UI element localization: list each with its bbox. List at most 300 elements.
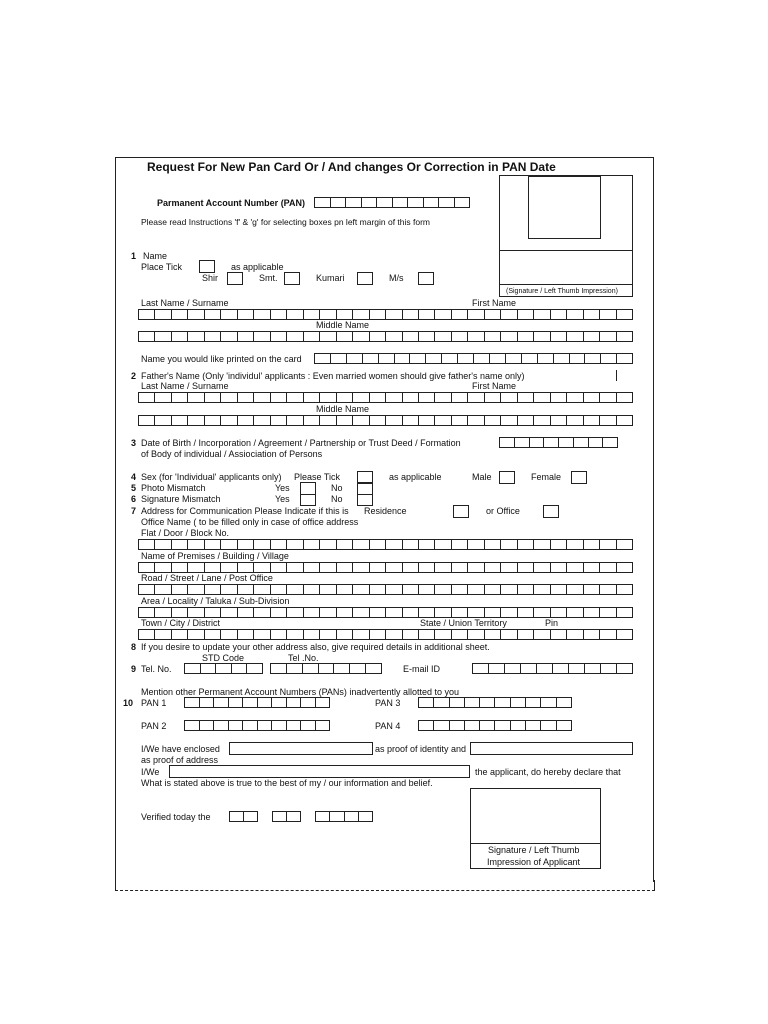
char-box[interactable] bbox=[369, 539, 385, 550]
char-box[interactable] bbox=[418, 629, 434, 640]
char-box[interactable] bbox=[187, 309, 203, 320]
char-box[interactable] bbox=[451, 629, 467, 640]
char-box[interactable] bbox=[537, 353, 553, 364]
char-box[interactable] bbox=[494, 720, 509, 731]
char-box[interactable] bbox=[319, 607, 335, 618]
photo-box[interactable] bbox=[528, 176, 601, 239]
char-box[interactable] bbox=[402, 584, 418, 595]
char-box[interactable] bbox=[599, 309, 615, 320]
char-box[interactable] bbox=[616, 584, 633, 595]
char-box[interactable] bbox=[231, 663, 247, 674]
char-box[interactable] bbox=[616, 415, 633, 426]
char-box[interactable] bbox=[484, 584, 500, 595]
char-box[interactable] bbox=[369, 629, 385, 640]
name-row-2[interactable] bbox=[138, 331, 633, 342]
char-box[interactable] bbox=[286, 392, 302, 403]
char-box[interactable] bbox=[204, 331, 220, 342]
char-box[interactable] bbox=[187, 331, 203, 342]
std-code-input[interactable] bbox=[184, 663, 263, 674]
char-box[interactable] bbox=[385, 539, 401, 550]
char-box[interactable] bbox=[533, 415, 549, 426]
pan4-input[interactable] bbox=[418, 720, 572, 731]
char-box[interactable] bbox=[333, 663, 349, 674]
char-box[interactable] bbox=[138, 629, 154, 640]
char-box[interactable] bbox=[346, 353, 362, 364]
char-box[interactable] bbox=[199, 697, 214, 708]
char-box[interactable] bbox=[315, 811, 329, 822]
char-box[interactable] bbox=[204, 415, 220, 426]
char-box[interactable] bbox=[378, 353, 394, 364]
char-box[interactable] bbox=[599, 584, 615, 595]
char-box[interactable] bbox=[314, 353, 330, 364]
smt-checkbox[interactable] bbox=[284, 272, 300, 285]
char-box[interactable] bbox=[467, 392, 483, 403]
char-box[interactable] bbox=[479, 720, 494, 731]
char-box[interactable] bbox=[556, 720, 572, 731]
char-box[interactable] bbox=[228, 720, 243, 731]
char-box[interactable] bbox=[533, 539, 549, 550]
char-box[interactable] bbox=[566, 629, 582, 640]
pan1-input[interactable] bbox=[184, 697, 330, 708]
char-box[interactable] bbox=[418, 309, 434, 320]
char-box[interactable] bbox=[517, 607, 533, 618]
char-box[interactable] bbox=[550, 607, 566, 618]
char-box[interactable] bbox=[434, 539, 450, 550]
char-box[interactable] bbox=[533, 309, 549, 320]
char-box[interactable] bbox=[286, 607, 302, 618]
char-box[interactable] bbox=[616, 309, 633, 320]
char-box[interactable] bbox=[303, 415, 319, 426]
char-box[interactable] bbox=[303, 309, 319, 320]
char-box[interactable] bbox=[270, 309, 286, 320]
char-box[interactable] bbox=[286, 331, 302, 342]
char-box[interactable] bbox=[543, 437, 558, 448]
char-box[interactable] bbox=[433, 697, 448, 708]
char-box[interactable] bbox=[434, 415, 450, 426]
char-box[interactable] bbox=[517, 415, 533, 426]
char-box[interactable] bbox=[253, 415, 269, 426]
char-box[interactable] bbox=[583, 309, 599, 320]
char-box[interactable] bbox=[204, 584, 220, 595]
char-box[interactable] bbox=[454, 197, 471, 208]
char-box[interactable] bbox=[566, 584, 582, 595]
char-box[interactable] bbox=[402, 539, 418, 550]
char-box[interactable] bbox=[272, 811, 286, 822]
char-box[interactable] bbox=[467, 629, 483, 640]
char-box[interactable] bbox=[329, 811, 343, 822]
char-box[interactable] bbox=[441, 353, 457, 364]
char-box[interactable] bbox=[616, 331, 633, 342]
char-box[interactable] bbox=[616, 562, 633, 573]
char-box[interactable] bbox=[500, 607, 516, 618]
char-box[interactable] bbox=[286, 629, 302, 640]
char-box[interactable] bbox=[204, 392, 220, 403]
char-box[interactable] bbox=[566, 562, 582, 573]
char-box[interactable] bbox=[583, 392, 599, 403]
char-box[interactable] bbox=[187, 607, 203, 618]
char-box[interactable] bbox=[286, 811, 301, 822]
char-box[interactable] bbox=[418, 539, 434, 550]
shri-checkbox[interactable] bbox=[227, 272, 243, 285]
char-box[interactable] bbox=[392, 197, 408, 208]
char-box[interactable] bbox=[220, 331, 236, 342]
char-box[interactable] bbox=[484, 539, 500, 550]
char-box[interactable] bbox=[171, 539, 187, 550]
road-input[interactable] bbox=[138, 584, 633, 595]
char-box[interactable] bbox=[369, 392, 385, 403]
char-box[interactable] bbox=[418, 584, 434, 595]
char-box[interactable] bbox=[336, 415, 352, 426]
char-box[interactable] bbox=[270, 607, 286, 618]
char-box[interactable] bbox=[303, 584, 319, 595]
char-box[interactable] bbox=[336, 629, 352, 640]
dob-input[interactable] bbox=[499, 437, 618, 448]
char-box[interactable] bbox=[402, 392, 418, 403]
char-box[interactable] bbox=[425, 353, 441, 364]
char-box[interactable] bbox=[500, 331, 516, 342]
char-box[interactable] bbox=[154, 562, 170, 573]
char-box[interactable] bbox=[566, 392, 582, 403]
char-box[interactable] bbox=[529, 437, 544, 448]
char-box[interactable] bbox=[402, 607, 418, 618]
char-box[interactable] bbox=[517, 584, 533, 595]
char-box[interactable] bbox=[418, 697, 433, 708]
char-box[interactable] bbox=[484, 392, 500, 403]
char-box[interactable] bbox=[184, 720, 199, 731]
char-box[interactable] bbox=[237, 392, 253, 403]
char-box[interactable] bbox=[365, 663, 382, 674]
char-box[interactable] bbox=[187, 415, 203, 426]
female-checkbox[interactable] bbox=[571, 471, 587, 484]
signature-yes-checkbox[interactable] bbox=[300, 494, 316, 506]
char-box[interactable] bbox=[457, 353, 473, 364]
char-box[interactable] bbox=[385, 562, 401, 573]
premises-input[interactable] bbox=[138, 562, 633, 573]
char-box[interactable] bbox=[286, 562, 302, 573]
residence-checkbox[interactable] bbox=[453, 505, 469, 518]
char-box[interactable] bbox=[286, 539, 302, 550]
char-box[interactable] bbox=[154, 309, 170, 320]
char-box[interactable] bbox=[510, 720, 525, 731]
char-box[interactable] bbox=[599, 415, 615, 426]
char-box[interactable] bbox=[314, 197, 330, 208]
father-row-2[interactable] bbox=[138, 415, 633, 426]
char-box[interactable] bbox=[319, 539, 335, 550]
char-box[interactable] bbox=[464, 720, 479, 731]
char-box[interactable] bbox=[451, 562, 467, 573]
pan2-input[interactable] bbox=[184, 720, 330, 731]
char-box[interactable] bbox=[517, 562, 533, 573]
char-box[interactable] bbox=[525, 720, 540, 731]
char-box[interactable] bbox=[376, 197, 392, 208]
char-box[interactable] bbox=[336, 607, 352, 618]
char-box[interactable] bbox=[336, 309, 352, 320]
male-checkbox[interactable] bbox=[499, 471, 515, 484]
char-box[interactable] bbox=[536, 663, 552, 674]
tick-box[interactable] bbox=[199, 260, 215, 273]
char-box[interactable] bbox=[566, 331, 582, 342]
char-box[interactable] bbox=[257, 697, 272, 708]
char-box[interactable] bbox=[418, 607, 434, 618]
char-box[interactable] bbox=[584, 663, 600, 674]
char-box[interactable] bbox=[385, 309, 401, 320]
char-box[interactable] bbox=[270, 331, 286, 342]
char-box[interactable] bbox=[204, 562, 220, 573]
char-box[interactable] bbox=[599, 392, 615, 403]
char-box[interactable] bbox=[138, 584, 154, 595]
char-box[interactable] bbox=[171, 309, 187, 320]
kumari-checkbox[interactable] bbox=[357, 272, 373, 285]
char-box[interactable] bbox=[319, 331, 335, 342]
signature-no-checkbox[interactable] bbox=[357, 494, 373, 506]
char-box[interactable] bbox=[352, 584, 368, 595]
char-box[interactable] bbox=[270, 392, 286, 403]
char-box[interactable] bbox=[352, 331, 368, 342]
char-box[interactable] bbox=[514, 437, 529, 448]
char-box[interactable] bbox=[187, 629, 203, 640]
ms-checkbox[interactable] bbox=[418, 272, 434, 285]
char-box[interactable] bbox=[352, 415, 368, 426]
char-box[interactable] bbox=[449, 697, 464, 708]
char-box[interactable] bbox=[467, 607, 483, 618]
char-box[interactable] bbox=[220, 562, 236, 573]
char-box[interactable] bbox=[199, 720, 214, 731]
pan3-input[interactable] bbox=[418, 697, 572, 708]
char-box[interactable] bbox=[253, 309, 269, 320]
char-box[interactable] bbox=[467, 331, 483, 342]
char-box[interactable] bbox=[253, 562, 269, 573]
char-box[interactable] bbox=[315, 720, 331, 731]
char-box[interactable] bbox=[434, 629, 450, 640]
char-box[interactable] bbox=[438, 197, 454, 208]
char-box[interactable] bbox=[472, 663, 488, 674]
char-box[interactable] bbox=[138, 562, 154, 573]
char-box[interactable] bbox=[242, 697, 257, 708]
char-box[interactable] bbox=[583, 607, 599, 618]
char-box[interactable] bbox=[533, 562, 549, 573]
char-box[interactable] bbox=[270, 584, 286, 595]
char-box[interactable] bbox=[464, 697, 479, 708]
char-box[interactable] bbox=[552, 663, 568, 674]
char-box[interactable] bbox=[451, 539, 467, 550]
char-box[interactable] bbox=[237, 629, 253, 640]
char-box[interactable] bbox=[583, 584, 599, 595]
char-box[interactable] bbox=[319, 584, 335, 595]
char-box[interactable] bbox=[171, 331, 187, 342]
char-box[interactable] bbox=[402, 629, 418, 640]
char-box[interactable] bbox=[154, 584, 170, 595]
char-box[interactable] bbox=[505, 353, 521, 364]
char-box[interactable] bbox=[385, 331, 401, 342]
char-box[interactable] bbox=[504, 663, 520, 674]
char-box[interactable] bbox=[434, 584, 450, 595]
char-box[interactable] bbox=[228, 697, 243, 708]
char-box[interactable] bbox=[286, 309, 302, 320]
char-box[interactable] bbox=[540, 697, 555, 708]
char-box[interactable] bbox=[303, 392, 319, 403]
char-box[interactable] bbox=[385, 629, 401, 640]
char-box[interactable] bbox=[369, 309, 385, 320]
char-box[interactable] bbox=[246, 663, 263, 674]
char-box[interactable] bbox=[300, 697, 315, 708]
char-box[interactable] bbox=[473, 353, 489, 364]
char-box[interactable] bbox=[237, 607, 253, 618]
char-box[interactable] bbox=[369, 584, 385, 595]
char-box[interactable] bbox=[467, 539, 483, 550]
char-box[interactable] bbox=[600, 353, 616, 364]
name-row-1[interactable] bbox=[138, 309, 633, 320]
char-box[interactable] bbox=[550, 629, 566, 640]
address-proof-input[interactable] bbox=[470, 742, 633, 755]
area-input[interactable] bbox=[138, 607, 633, 618]
char-box[interactable] bbox=[352, 539, 368, 550]
char-box[interactable] bbox=[599, 331, 615, 342]
char-box[interactable] bbox=[418, 720, 433, 731]
char-box[interactable] bbox=[138, 309, 154, 320]
town-input[interactable] bbox=[138, 629, 633, 640]
char-box[interactable] bbox=[484, 331, 500, 342]
char-box[interactable] bbox=[402, 415, 418, 426]
char-box[interactable] bbox=[138, 539, 154, 550]
char-box[interactable] bbox=[550, 539, 566, 550]
char-box[interactable] bbox=[517, 309, 533, 320]
char-box[interactable] bbox=[253, 539, 269, 550]
char-box[interactable] bbox=[566, 607, 582, 618]
char-box[interactable] bbox=[402, 309, 418, 320]
char-box[interactable] bbox=[315, 697, 331, 708]
char-box[interactable] bbox=[270, 629, 286, 640]
char-box[interactable] bbox=[286, 584, 302, 595]
char-box[interactable] bbox=[434, 331, 450, 342]
char-box[interactable] bbox=[237, 539, 253, 550]
char-box[interactable] bbox=[319, 392, 335, 403]
char-box[interactable] bbox=[533, 584, 549, 595]
char-box[interactable] bbox=[569, 353, 585, 364]
char-box[interactable] bbox=[229, 811, 243, 822]
char-box[interactable] bbox=[253, 584, 269, 595]
char-box[interactable] bbox=[566, 415, 582, 426]
char-box[interactable] bbox=[600, 663, 616, 674]
char-box[interactable] bbox=[484, 309, 500, 320]
char-box[interactable] bbox=[500, 629, 516, 640]
char-box[interactable] bbox=[303, 629, 319, 640]
char-box[interactable] bbox=[500, 392, 516, 403]
char-box[interactable] bbox=[402, 331, 418, 342]
char-box[interactable] bbox=[433, 720, 448, 731]
applicant-name-input[interactable] bbox=[169, 765, 470, 778]
char-box[interactable] bbox=[521, 353, 537, 364]
char-box[interactable] bbox=[616, 607, 633, 618]
char-box[interactable] bbox=[336, 539, 352, 550]
char-box[interactable] bbox=[303, 331, 319, 342]
pan-input[interactable] bbox=[314, 197, 470, 208]
char-box[interactable] bbox=[220, 539, 236, 550]
char-box[interactable] bbox=[270, 539, 286, 550]
char-box[interactable] bbox=[479, 697, 494, 708]
char-box[interactable] bbox=[138, 392, 154, 403]
char-box[interactable] bbox=[434, 392, 450, 403]
char-box[interactable] bbox=[369, 562, 385, 573]
char-box[interactable] bbox=[215, 663, 231, 674]
verified-month-input[interactable] bbox=[272, 811, 301, 822]
identity-proof-input[interactable] bbox=[229, 742, 373, 755]
char-box[interactable] bbox=[517, 331, 533, 342]
char-box[interactable] bbox=[449, 720, 464, 731]
char-box[interactable] bbox=[385, 415, 401, 426]
char-box[interactable] bbox=[394, 353, 410, 364]
char-box[interactable] bbox=[286, 720, 301, 731]
char-box[interactable] bbox=[533, 629, 549, 640]
char-box[interactable] bbox=[237, 584, 253, 595]
char-box[interactable] bbox=[200, 663, 216, 674]
char-box[interactable] bbox=[533, 392, 549, 403]
char-box[interactable] bbox=[213, 720, 228, 731]
char-box[interactable] bbox=[616, 539, 633, 550]
char-box[interactable] bbox=[500, 562, 516, 573]
char-box[interactable] bbox=[220, 607, 236, 618]
char-box[interactable] bbox=[385, 392, 401, 403]
char-box[interactable] bbox=[270, 663, 286, 674]
char-box[interactable] bbox=[467, 415, 483, 426]
char-box[interactable] bbox=[184, 697, 199, 708]
char-box[interactable] bbox=[369, 607, 385, 618]
char-box[interactable] bbox=[171, 629, 187, 640]
char-box[interactable] bbox=[583, 331, 599, 342]
email-input[interactable] bbox=[472, 663, 633, 674]
char-box[interactable] bbox=[336, 562, 352, 573]
char-box[interactable] bbox=[517, 539, 533, 550]
char-box[interactable] bbox=[303, 539, 319, 550]
char-box[interactable] bbox=[270, 562, 286, 573]
char-box[interactable] bbox=[257, 720, 272, 731]
char-box[interactable] bbox=[253, 629, 269, 640]
char-box[interactable] bbox=[349, 663, 365, 674]
char-box[interactable] bbox=[553, 353, 569, 364]
char-box[interactable] bbox=[583, 415, 599, 426]
char-box[interactable] bbox=[484, 629, 500, 640]
char-box[interactable] bbox=[409, 353, 425, 364]
char-box[interactable] bbox=[499, 437, 514, 448]
char-box[interactable] bbox=[566, 309, 582, 320]
char-box[interactable] bbox=[138, 331, 154, 342]
char-box[interactable] bbox=[361, 197, 377, 208]
char-box[interactable] bbox=[533, 331, 549, 342]
char-box[interactable] bbox=[500, 584, 516, 595]
char-box[interactable] bbox=[550, 584, 566, 595]
char-box[interactable] bbox=[583, 562, 599, 573]
char-box[interactable] bbox=[187, 584, 203, 595]
char-box[interactable] bbox=[138, 607, 154, 618]
char-box[interactable] bbox=[616, 663, 633, 674]
char-box[interactable] bbox=[550, 392, 566, 403]
char-box[interactable] bbox=[242, 720, 257, 731]
verified-year-input[interactable] bbox=[315, 811, 373, 822]
char-box[interactable] bbox=[300, 720, 315, 731]
char-box[interactable] bbox=[488, 663, 504, 674]
char-box[interactable] bbox=[418, 562, 434, 573]
char-box[interactable] bbox=[154, 629, 170, 640]
print-name-input[interactable] bbox=[314, 353, 633, 364]
char-box[interactable] bbox=[171, 415, 187, 426]
verified-day-input[interactable] bbox=[229, 811, 258, 822]
char-box[interactable] bbox=[467, 562, 483, 573]
char-box[interactable] bbox=[220, 629, 236, 640]
char-box[interactable] bbox=[467, 309, 483, 320]
char-box[interactable] bbox=[616, 353, 633, 364]
char-box[interactable] bbox=[319, 629, 335, 640]
char-box[interactable] bbox=[525, 697, 540, 708]
char-box[interactable] bbox=[138, 415, 154, 426]
